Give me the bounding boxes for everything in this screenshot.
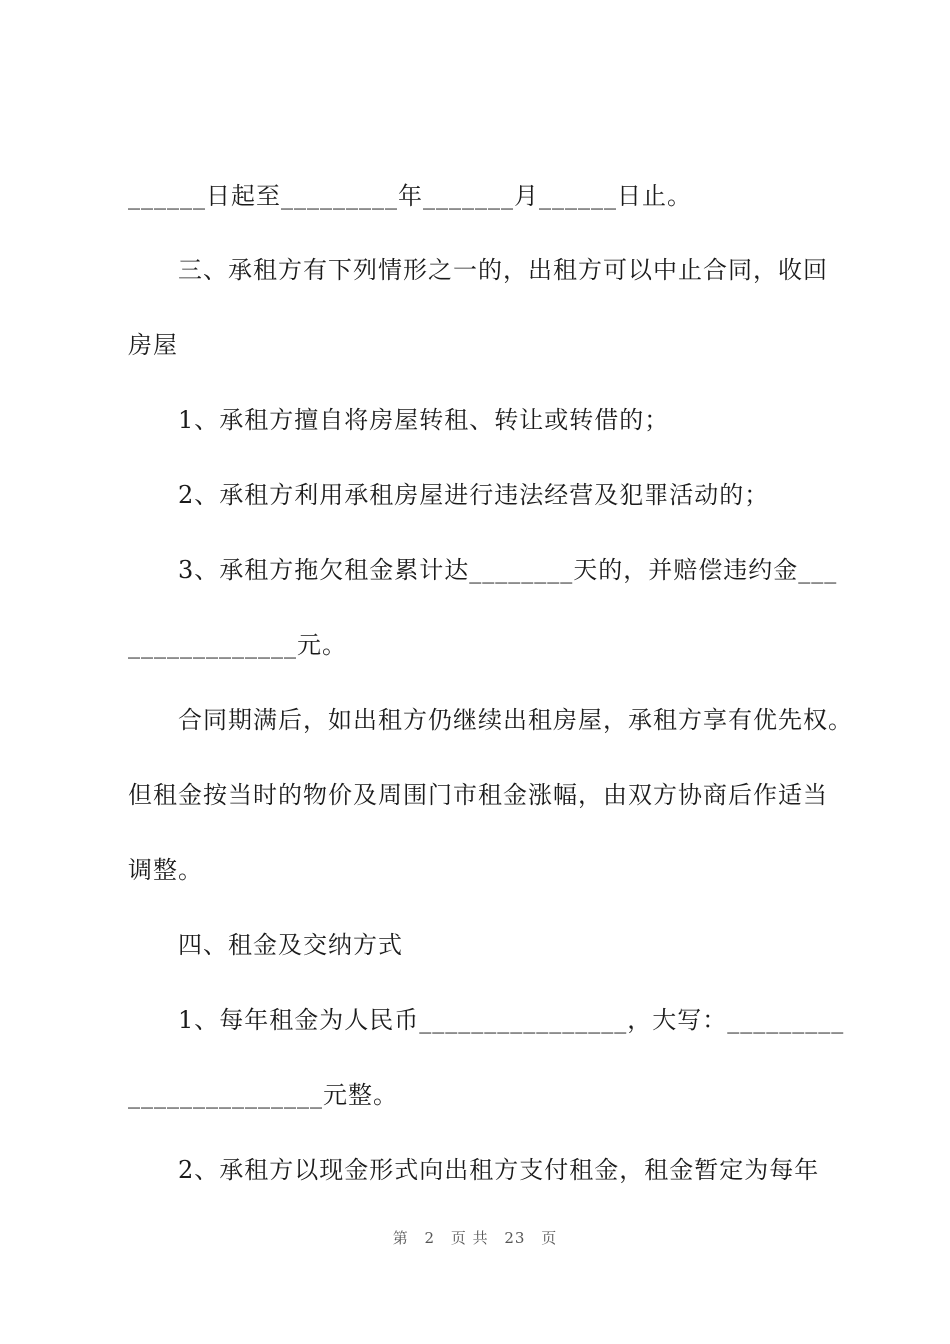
clause-3-item-3-cont: _____________元。 <box>128 631 347 659</box>
footer-prefix: 第 <box>392 1229 409 1247</box>
footer-total-pages: 23 <box>504 1229 526 1247</box>
footer-current-page: 2 <box>424 1229 436 1247</box>
text-line-1: ______日起至_________年_______月______日止。 <box>128 182 692 210</box>
clause-3-heading-cont: 房屋 <box>128 331 178 359</box>
renewal-paragraph: 合同期满后，如出租方仍继续出租房屋，承租方享有优先权。 <box>178 706 853 734</box>
clause-3-item-2: 2、承租方利用承租房屋进行违法经营及犯罪活动的； <box>178 481 770 509</box>
clause-4-item-1: 1、每年租金为人民币________________，大写：_________ <box>178 1006 845 1034</box>
page-footer <box>0 1228 950 1248</box>
clause-4-item-1-cont: _______________元整。 <box>128 1081 398 1109</box>
footer-middle: 页 共 <box>450 1229 489 1247</box>
footer-suffix: 页 <box>541 1229 558 1247</box>
renewal-paragraph-cont-1: 但租金按当时的物价及周围门市租金涨幅，由双方协商后作适当 <box>128 781 828 809</box>
clause-4-heading: 四、租金及交纳方式 <box>178 931 403 959</box>
clause-3-heading: 三、承租方有下列情形之一的，出租方可以中止合同，收回 <box>178 256 828 284</box>
clause-3-item-3: 3、承租方拖欠租金累计达________天的，并赔偿违约金___ <box>178 556 838 584</box>
clause-3-item-1: 1、承租方擅自将房屋转租、转让或转借的； <box>178 406 670 434</box>
renewal-paragraph-cont-2: 调整。 <box>128 856 203 884</box>
clause-4-item-2: 2、承租方以现金形式向出租方支付租金，租金暂定为每年 <box>178 1156 820 1184</box>
